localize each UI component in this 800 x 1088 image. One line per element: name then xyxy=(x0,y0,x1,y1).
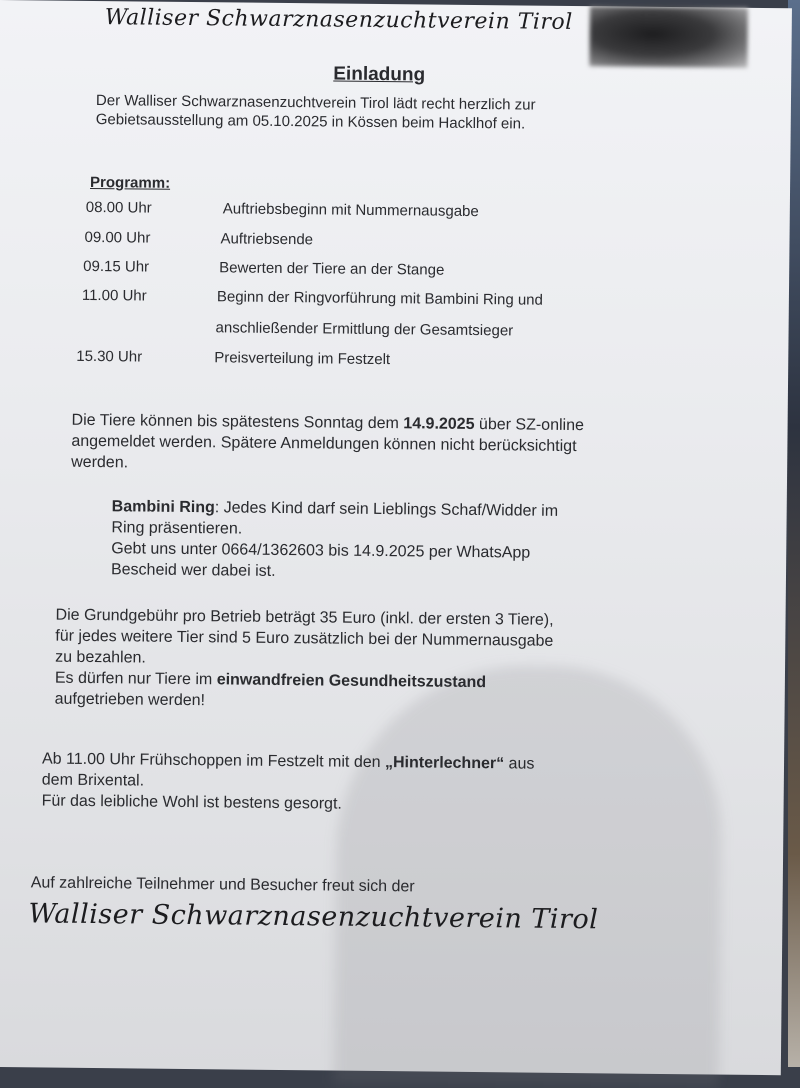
sheep-photo xyxy=(589,6,748,68)
intro-line: Gebietsausstellung am 05.10.2025 in Kössen beim Hacklhof ein. xyxy=(95,111,526,133)
footer-org-name: Walliser Schwarznasenzuchtverein Tirol xyxy=(28,898,599,936)
fruehschoppen-line: dem Brixental. xyxy=(41,771,145,790)
text-run: Es dürfen nur Tiere im xyxy=(54,669,217,689)
programm-desc: Auftriebsbeginn mit Nummernausgabe xyxy=(222,200,479,221)
fruehschoppen-text xyxy=(42,748,535,816)
bambini-text xyxy=(111,496,558,585)
bambini-line: Bescheid wer dabei ist. xyxy=(110,561,276,580)
bambini-line: Ring präsentieren. xyxy=(111,519,243,538)
page-title: Einladung xyxy=(333,63,426,86)
fruehschoppen-line: Für das leibliche Wohl ist bestens gesorgt. xyxy=(41,792,342,813)
fees-line: zu bezahlen. xyxy=(55,648,146,667)
programm-time: 08.00 Uhr xyxy=(85,198,152,217)
health-requirement: einwandfreien Gesundheitszustand xyxy=(216,671,487,692)
programm-desc: Beginn der Ringvorführung mit Bambini Ring und xyxy=(216,288,543,309)
programm-heading: Programm: xyxy=(90,173,171,192)
deadline-date: 14.9.2025 xyxy=(403,415,475,433)
header-org-name: Walliser Schwarznasenzuchtverein Tirol xyxy=(104,5,573,35)
programm-time: 09.00 Uhr xyxy=(84,228,151,247)
text-run: Die Tiere können bis spätestens Sonntag dem xyxy=(71,411,404,433)
fees-line: für jedes weitere Tier sind 5 Euro zusätzlich bei der Nummernausgabe xyxy=(55,627,554,650)
fees-line: Die Grundgebühr pro Betrieb beträgt 35 Euro (inkl. der ersten 3 Tiere), xyxy=(55,606,554,629)
closing-line: Auf zahlreiche Teilnehmer und Besucher freut sich der xyxy=(30,874,415,896)
programm-time: 09.15 Uhr xyxy=(83,257,150,276)
intro-line: Der Walliser Schwarznasenzuchtverein Tirol lädt recht herzlich zur xyxy=(95,92,536,114)
bambini-line: Gebt uns unter 0664/1362603 bis 14.9.2025 per WhatsApp xyxy=(111,540,531,562)
text-run: : Jedes Kind darf sein Lieblings Schaf/Widder im xyxy=(214,499,559,520)
fees-line: aufgetrieben werden! xyxy=(54,690,206,710)
registration-line: werden. xyxy=(71,453,129,472)
programm-desc: Auftriebsende xyxy=(220,230,314,249)
programm-time: 11.00 Uhr xyxy=(81,286,147,305)
programm-desc: anschließender Ermittlung der Gesamtsieger xyxy=(215,319,514,340)
programm-time: 15.30 Uhr xyxy=(76,347,143,366)
fees-text xyxy=(55,605,554,715)
programm-desc: Bewerten der Tiere an der Stange xyxy=(219,259,445,279)
registration-line: angemeldet werden. Spätere Anmeldungen können nicht berücksichtigt xyxy=(71,432,577,456)
text-run: Ab 11.00 Uhr Frühschoppen im Festzelt mit den xyxy=(41,750,386,772)
text-run: aus xyxy=(504,755,535,773)
bambini-label: Bambini Ring xyxy=(111,498,215,517)
band-name: „Hinterlechner“ xyxy=(384,754,505,773)
registration-text xyxy=(71,410,584,478)
text-run: über SZ-online xyxy=(474,415,585,435)
intro-text xyxy=(96,91,536,134)
programm-desc: Preisverteilung im Festzelt xyxy=(214,349,391,369)
